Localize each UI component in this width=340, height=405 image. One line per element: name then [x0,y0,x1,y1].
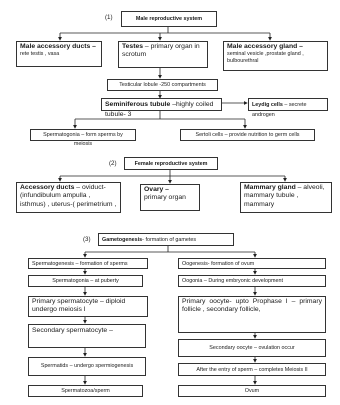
mammary-gland-box [240,182,332,213]
male-accessory-ducts-text: rete testis , vasa [20,51,60,58]
testes-text: – primary organ in scrotum [122,43,200,59]
mammary-heading: Mammary gland [244,184,296,191]
secondary-spermatocyte-box: Secondary spermatocyte – [28,324,146,348]
ovary-box [140,184,200,211]
seminiferous-text: –highly coiled tubule- 3 [105,101,214,118]
leydig-heading: Leydig cells [252,102,283,108]
primary-spermatocyte-box: Primary spermatocyte – diploid undergo meiosis I [28,296,148,317]
secondary-oocyte-box: Secondary oocyte – ovulation occur [178,339,326,357]
testes-heading: Testes [122,43,144,50]
ovum-box: Ovum [178,385,326,397]
mammary-text: – alveoli, mammary tubule , mammary [244,184,325,208]
completes-meiosis-box: After the entry of sperm – completes Meiosis II [178,363,326,376]
leydig-text: – secrete androgen [252,102,307,118]
seminiferous-tubule-box [101,98,222,118]
female-accessory-ducts-heading: Accessory ducts [20,184,75,191]
section2-number: (2) [109,160,117,167]
primary-oocyte-box: Primary oocyte- upto Prophase I – primary follicle , secondary follicle, [178,296,326,333]
male-accessory-ducts-box [16,41,102,67]
male-accessory-gland-heading: Male accessory gland – [227,43,303,50]
spermatids-box: Spermatids – undergo spermiogenesis [28,357,146,376]
gametogenesis-suffix: - formation of gametes [142,237,197,243]
female-accessory-ducts-text: – oviduct-(infundibulum ampulla , isthmus) , uterus-( perimetrium , [20,184,117,208]
leydig-cells-box [248,98,328,118]
ovary-text: primary organ [144,194,186,202]
oogonia-box: Oogonia – During embryonic development [178,275,326,287]
spermatozoa-box: Spermatozoa/sperm [28,385,143,397]
female-system-title: Female reproductive system [124,157,218,170]
section1-number: (1) [105,14,113,21]
oogenesis-box: Oogenesis- formation of ovum [178,258,326,269]
spermatogonia-puberty-box: Spermatogonia – at puberty [28,275,143,287]
male-accessory-gland-box [223,41,328,71]
testes-box [118,41,208,68]
gametogenesis-title-box [98,233,234,246]
gametogenesis-heading: Gametogenesis [102,237,143,243]
female-accessory-ducts-box [16,182,121,213]
spermatogonia-box: Spermatogonia – form sperms by meiosis [30,129,136,141]
male-accessory-ducts-heading: Male accessory ducts – [20,43,96,50]
ovary-heading: Ovary – [144,186,169,193]
testicular-lobule-box: Testicular lobule -250 compartments [107,79,218,91]
male-system-title: Male reproductive system [121,11,217,27]
sertoli-cells-box: Sertoli cells – provide nutrition to germ cells [180,129,315,141]
spermatogenesis-box: Spermatogenesis – formation of sperms [28,258,148,269]
seminiferous-heading: Seminiferous tubule [105,101,171,108]
male-accessory-gland-text: seminal vesicle ,prostate gland , bulbourethral [227,51,304,65]
section3-number: (3) [83,236,91,243]
